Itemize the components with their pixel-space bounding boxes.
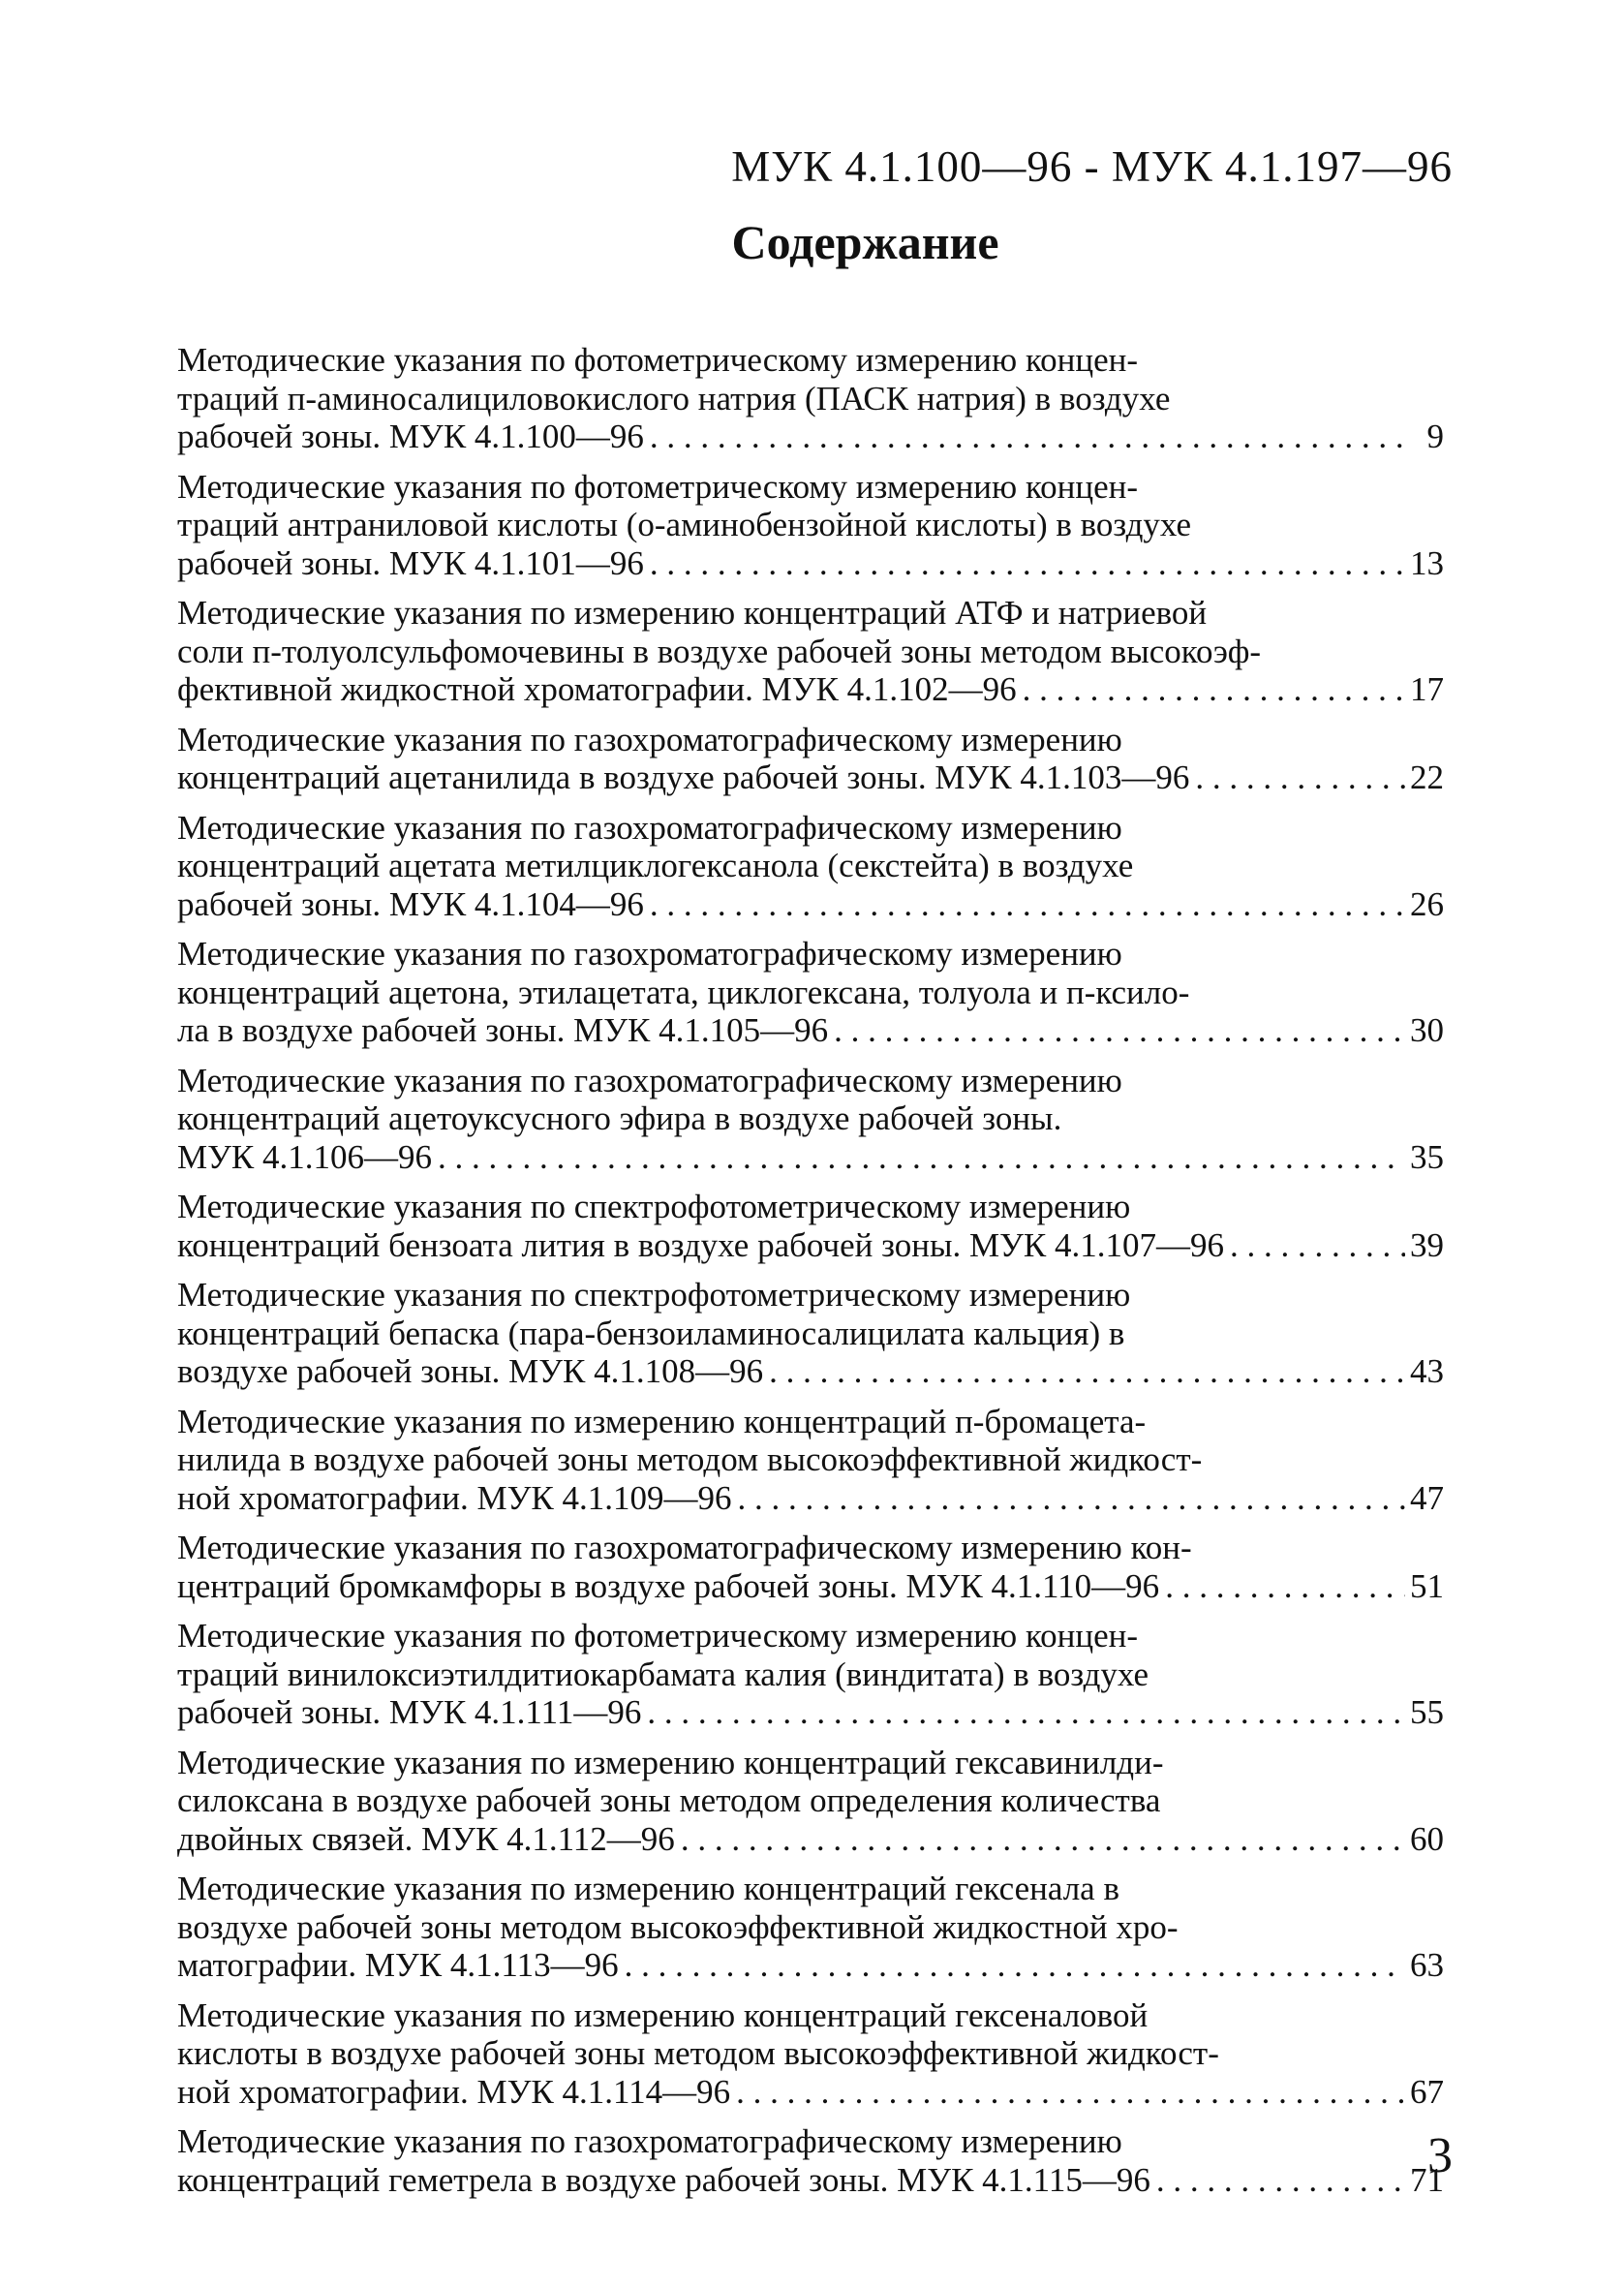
toc-entry-title-end: рабочей зоны. МУК 4.1.104—96 bbox=[177, 884, 644, 923]
toc-entry-line: Методические указания по газохроматографическому измерению кон- bbox=[177, 1529, 1192, 1566]
toc-page-number: 9 bbox=[1426, 418, 1444, 455]
toc-entry-title-end: двойных связей. МУК 4.1.112—96 bbox=[177, 1819, 675, 1858]
toc-page-number: 17 bbox=[1410, 670, 1444, 708]
toc-entry bbox=[177, 1188, 1444, 1264]
toc-entry-line: траций п-аминосалициловокислого натрия (ПАСК натрия) в воздухе bbox=[177, 379, 1171, 418]
page-title: Содержание bbox=[731, 215, 999, 269]
toc-entry bbox=[177, 1529, 1444, 1605]
table-of-contents bbox=[177, 341, 1444, 2211]
toc-entry-last-line bbox=[177, 418, 1444, 456]
toc-entry-last-line bbox=[177, 1479, 1444, 1518]
toc-entry-line: Методические указания по измерению концентраций п-бромацета- bbox=[177, 1402, 1147, 1440]
toc-page-number: 43 bbox=[1410, 1352, 1444, 1390]
dot-leader bbox=[828, 1011, 1405, 1050]
toc-entry-last-line bbox=[177, 2073, 1444, 2112]
dot-leader bbox=[644, 544, 1405, 583]
toc-entry bbox=[177, 1403, 1444, 1518]
toc-entry bbox=[177, 2122, 1444, 2199]
toc-entry-last-line bbox=[177, 1820, 1444, 1859]
dot-leader bbox=[731, 1479, 1405, 1518]
dot-leader bbox=[1159, 1567, 1405, 1606]
toc-page-number: 55 bbox=[1410, 1693, 1444, 1731]
toc-entry-title-end: рабочей зоны. МУК 4.1.100—96 bbox=[177, 418, 644, 455]
toc-entry-title-end: концентраций геметрела в воздухе рабочей зоны. МУК 4.1.115—96 bbox=[177, 2160, 1150, 2199]
toc-entry-line: Методические указания по фотометрическому измерению концен- bbox=[177, 341, 1139, 379]
toc-entry bbox=[177, 721, 1444, 797]
toc-entry-line: Методические указания по измерению концентраций гексеналовой bbox=[177, 1995, 1149, 2034]
toc-entry bbox=[177, 1870, 1444, 1985]
toc-page-number: 13 bbox=[1410, 543, 1444, 582]
toc-entry bbox=[177, 1617, 1444, 1732]
toc-page-number: 60 bbox=[1410, 1819, 1444, 1858]
dot-leader bbox=[1224, 1226, 1405, 1265]
dot-leader bbox=[675, 1820, 1405, 1859]
toc-page-number: 35 bbox=[1410, 1137, 1444, 1176]
toc-page-number: 67 bbox=[1410, 2072, 1444, 2111]
toc-page-number: 71 bbox=[1410, 2160, 1444, 2199]
toc-entry-line: воздухе рабочей зоны методом высокоэффективной жидкостной хро- bbox=[177, 1907, 1179, 1946]
toc-entry-title-end: матографии. МУК 4.1.113—96 bbox=[177, 1946, 619, 1984]
dot-leader bbox=[641, 1693, 1405, 1732]
toc-entry-title-end: ла в воздухе рабочей зоны. МУК 4.1.105—96 bbox=[177, 1011, 829, 1049]
toc-entry bbox=[177, 468, 1444, 583]
toc-page-number: 22 bbox=[1410, 758, 1444, 796]
toc-page-number: 39 bbox=[1410, 1225, 1444, 1264]
toc-entry-line: силоксана в воздухе рабочей зоны методом определения количества bbox=[177, 1781, 1161, 1819]
page-number: 3 bbox=[1427, 2128, 1453, 2183]
toc-entry bbox=[177, 594, 1444, 709]
toc-entry bbox=[177, 1744, 1444, 1859]
toc-entry-line: Методические указания по измерению концентраций гексенала в bbox=[177, 1870, 1119, 1907]
toc-entry bbox=[177, 1996, 1444, 2112]
toc-entry bbox=[177, 1276, 1444, 1391]
toc-entry-title-end: ной хроматографии. МУК 4.1.114—96 bbox=[177, 2072, 731, 2111]
document-code: МУК 4.1.100—96 - МУК 4.1.197—96 bbox=[731, 142, 1453, 191]
toc-entry-last-line bbox=[177, 670, 1444, 709]
toc-entry-title-end: ной хроматографии. МУК 4.1.109—96 bbox=[177, 1478, 732, 1517]
dot-leader bbox=[619, 1946, 1405, 1985]
toc-entry-title-end: воздухе рабочей зоны. МУК 4.1.108—96 bbox=[177, 1352, 764, 1390]
toc-entry-line: концентраций ацетона, этилацетата, циклогексана, толуола и п-ксило- bbox=[177, 973, 1190, 1011]
toc-entry-line: Методические указания по измерению концентраций АТФ и натриевой bbox=[177, 594, 1208, 632]
toc-entry-last-line bbox=[177, 1352, 1444, 1391]
toc-entry-line: траций винилоксиэтилдитиокарбамата калия (виндитата) в воздухе bbox=[177, 1655, 1149, 1693]
toc-entry-title-end: МУК 4.1.106—96 bbox=[177, 1137, 432, 1176]
toc-entry bbox=[177, 809, 1444, 924]
toc-entry-last-line bbox=[177, 2161, 1444, 2200]
toc-entry-title-end: рабочей зоны. МУК 4.1.101—96 bbox=[177, 543, 644, 582]
toc-entry-line: Методические указания по измерению концентраций гексавинилди- bbox=[177, 1743, 1164, 1781]
toc-entry-last-line bbox=[177, 885, 1444, 924]
toc-entry-line: Методические указания по фотометрическому измерению концен- bbox=[177, 467, 1139, 506]
toc-entry-line: траций антраниловой кислоты (о-аминобензойной кислоты) в воздухе bbox=[177, 506, 1192, 543]
toc-entry-line: соли п-толуолсульфомочевины в воздухе рабочей зоны методом высокоэф- bbox=[177, 632, 1262, 670]
dot-leader bbox=[1017, 670, 1405, 709]
toc-entry-line: Методические указания по газохроматографическому измерению bbox=[177, 1061, 1122, 1099]
toc-entry bbox=[177, 341, 1444, 456]
toc-entry-last-line bbox=[177, 544, 1444, 583]
toc-entry-last-line bbox=[177, 1567, 1444, 1606]
toc-entry-title-end: центраций бромкамфоры в воздухе рабочей зоны. МУК 4.1.110—96 bbox=[177, 1566, 1160, 1605]
toc-entry-line: концентраций ацетата метилциклогексанола (секстейта) в воздухе bbox=[177, 847, 1134, 884]
toc-entry-line: нилида в воздухе рабочей зоны методом высокоэффективной жидкост- bbox=[177, 1440, 1203, 1478]
toc-page-number: 26 bbox=[1410, 884, 1444, 923]
toc-entry-line: кислоты в воздухе рабочей зоны методом высокоэффективной жидкост- bbox=[177, 2034, 1219, 2072]
toc-entry-last-line bbox=[177, 1693, 1444, 1732]
toc-entry-last-line bbox=[177, 1226, 1444, 1265]
toc-entry-line: концентраций бепаска (пара-бензоиламиносалицилата кальция) в bbox=[177, 1314, 1125, 1352]
toc-entry-last-line bbox=[177, 1946, 1444, 1985]
toc-page-number: 63 bbox=[1410, 1946, 1444, 1984]
dot-leader bbox=[763, 1352, 1405, 1391]
toc-entry-last-line bbox=[177, 758, 1444, 797]
toc-entry-title-end: концентраций бензоата лития в воздухе рабочей зоны. МУК 4.1.107—96 bbox=[177, 1225, 1224, 1264]
toc-page-number: 51 bbox=[1410, 1566, 1444, 1605]
toc-entry-line: Методические указания по спектрофотометрическому измерению bbox=[177, 1276, 1131, 1314]
toc-entry-line: Методические указания по спектрофотометрическому измерению bbox=[177, 1188, 1131, 1225]
dot-leader bbox=[644, 418, 1405, 456]
toc-entry-last-line bbox=[177, 1138, 1444, 1177]
dot-leader bbox=[432, 1138, 1405, 1177]
toc-entry-line: Методические указания по газохроматографическому измерению bbox=[177, 720, 1122, 758]
toc-page-number: 30 bbox=[1410, 1011, 1444, 1049]
toc-entry bbox=[177, 935, 1444, 1050]
dot-leader bbox=[1189, 758, 1405, 797]
toc-entry-title-end: рабочей зоны. МУК 4.1.111—96 bbox=[177, 1693, 642, 1731]
toc-entry-title-end: фективной жидкостной хроматографии. МУК 4.1.102—96 bbox=[177, 670, 1017, 708]
dot-leader bbox=[1150, 2161, 1405, 2200]
dot-leader bbox=[730, 2073, 1405, 2112]
toc-entry-title-end: концентраций ацетанилида в воздухе рабочей зоны. МУК 4.1.103—96 bbox=[177, 758, 1190, 796]
toc-entry bbox=[177, 1062, 1444, 1177]
toc-entry-line: Методические указания по фотометрическому измерению концен- bbox=[177, 1617, 1139, 1655]
toc-entry-line: Методические указания по газохроматографическому измерению bbox=[177, 2122, 1122, 2160]
toc-entry-line: концентраций ацетоуксусного эфира в воздухе рабочей зоны. bbox=[177, 1099, 1062, 1137]
toc-entry-last-line bbox=[177, 1011, 1444, 1050]
toc-page-number: 47 bbox=[1410, 1478, 1444, 1517]
toc-entry-line: Методические указания по газохроматографическому измерению bbox=[177, 808, 1122, 847]
toc-entry-line: Методические указания по газохроматографическому измерению bbox=[177, 935, 1122, 973]
dot-leader bbox=[644, 885, 1405, 924]
